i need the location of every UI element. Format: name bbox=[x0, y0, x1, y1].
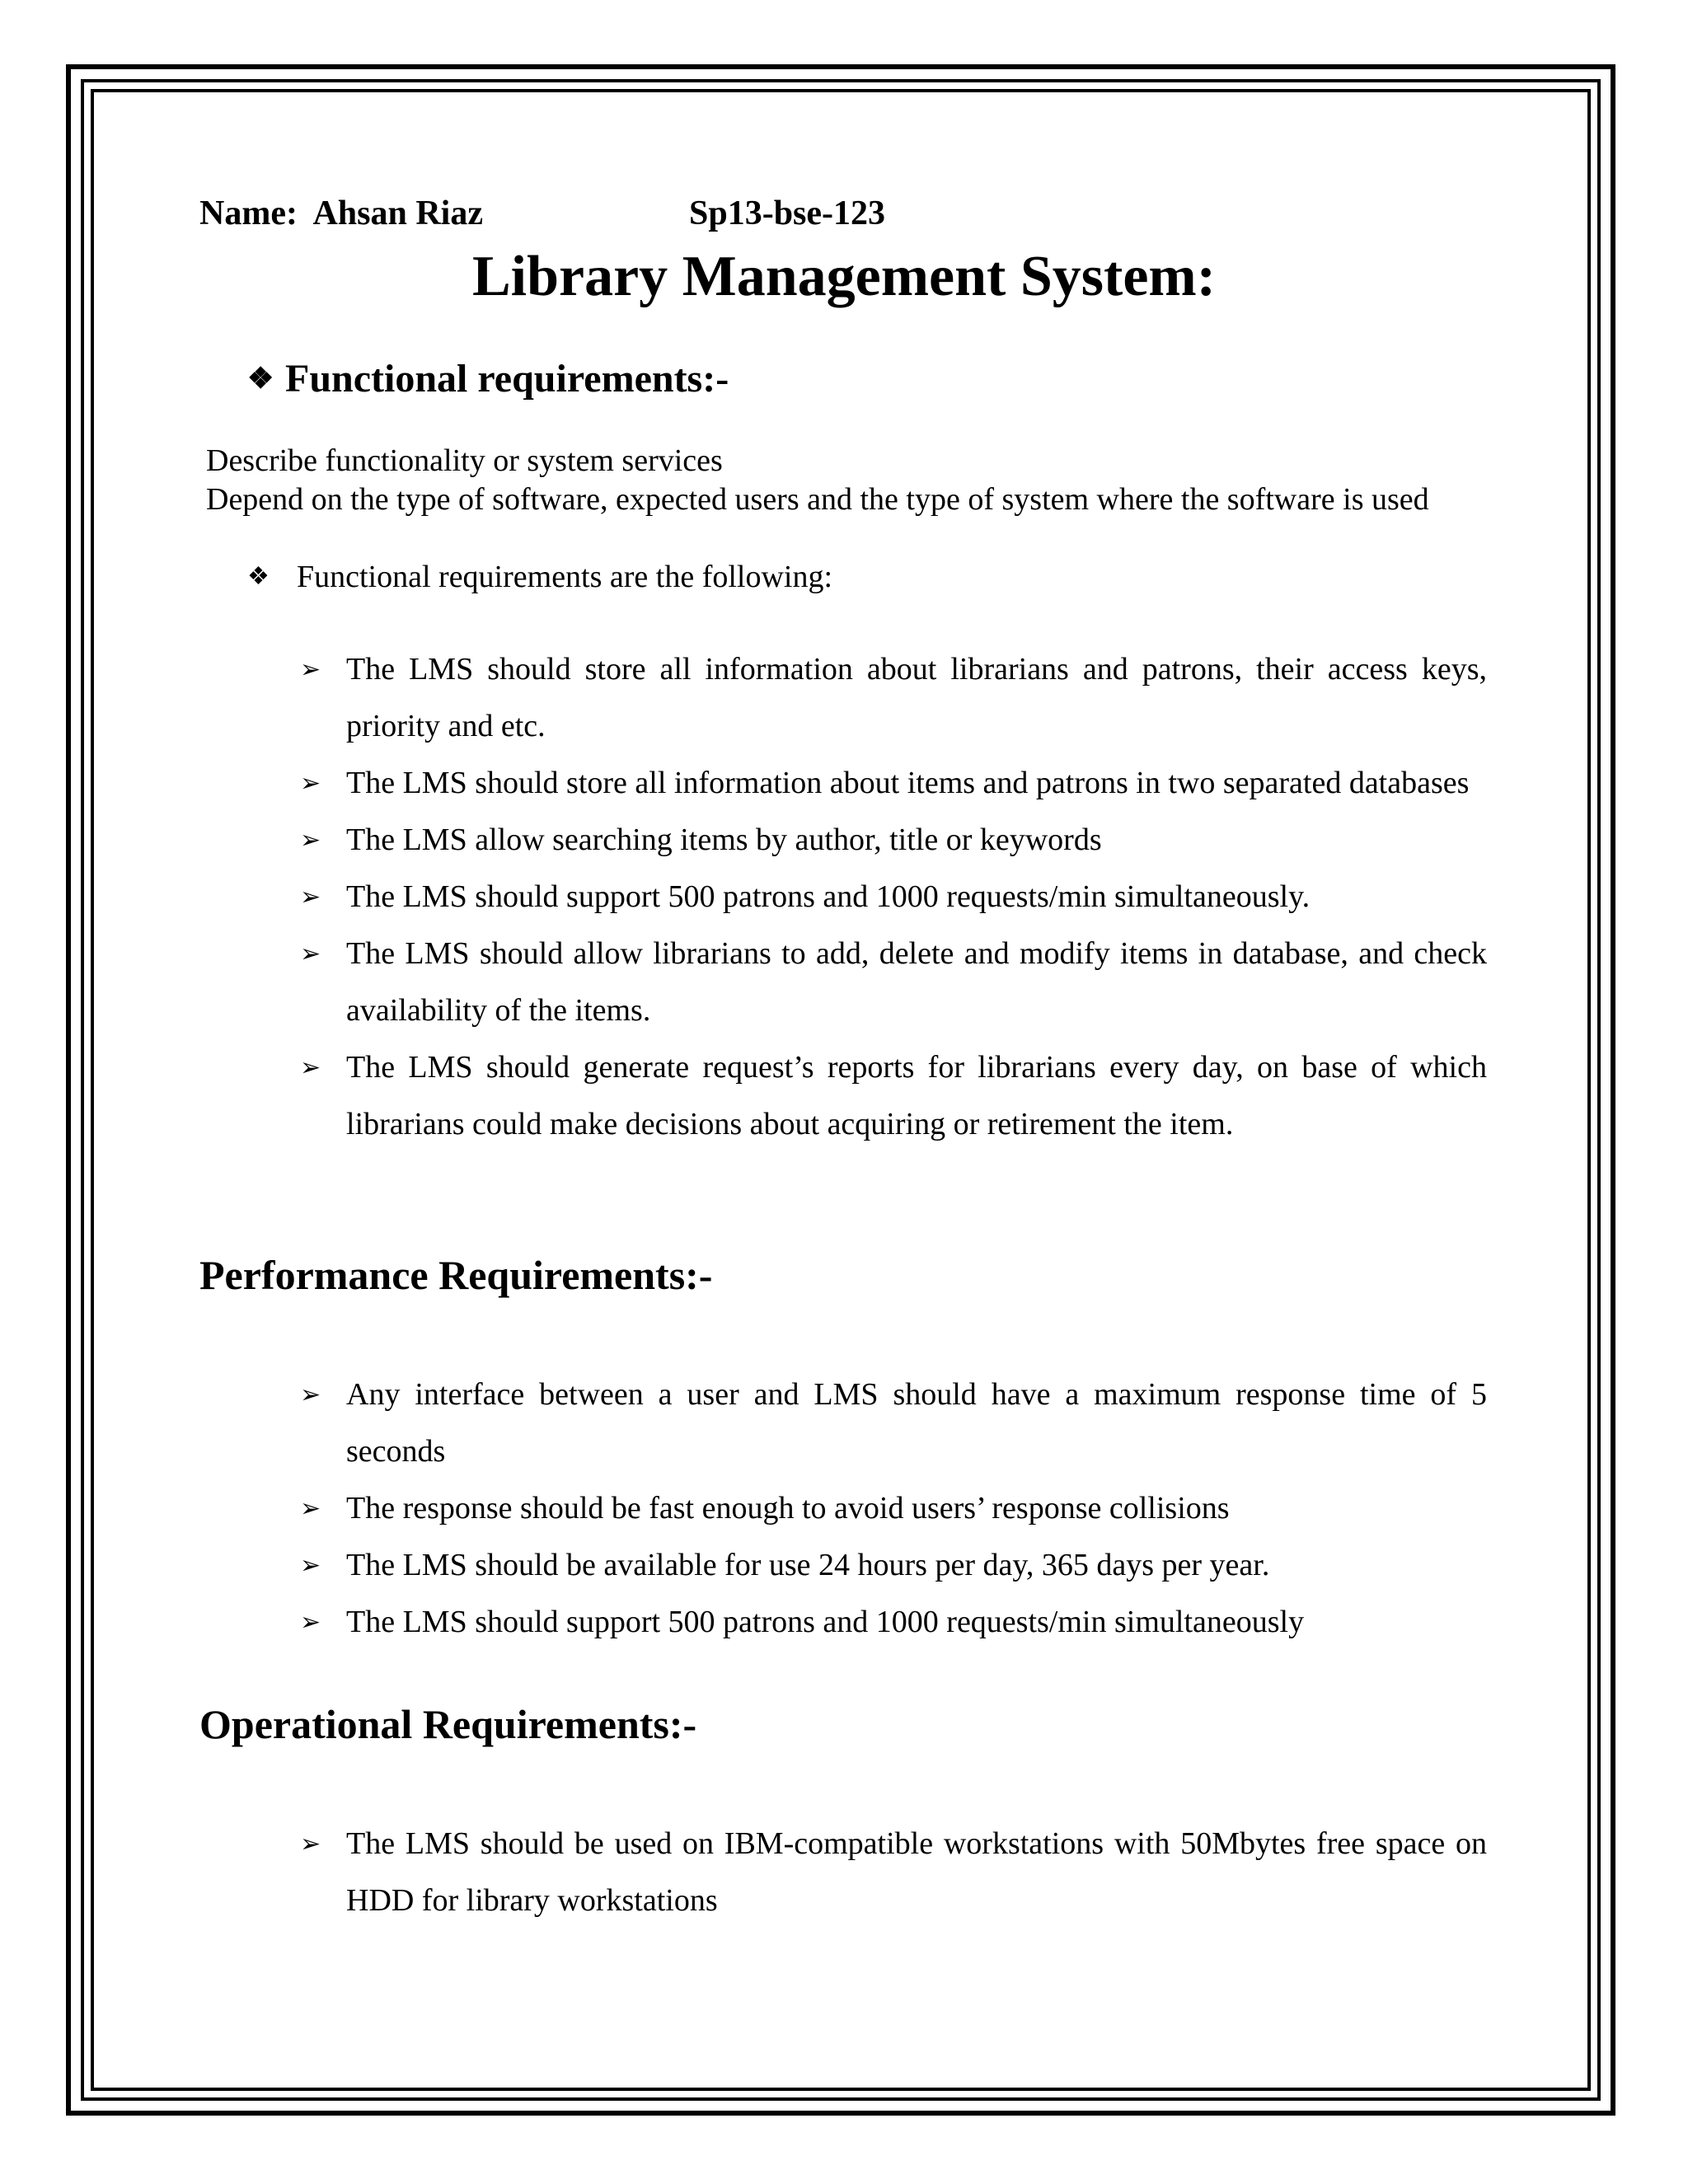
registration-number: Sp13-bse-123 bbox=[689, 194, 886, 232]
diamond-bullet-icon: ❖ bbox=[247, 362, 274, 395]
functional-requirements-list bbox=[300, 641, 1487, 1153]
arrowhead-bullet-icon: ➢ bbox=[300, 1552, 321, 1579]
functional-subheading bbox=[247, 559, 832, 595]
document-title: Library Management System: bbox=[471, 245, 1217, 308]
arrowhead-bullet-icon: ➢ bbox=[300, 1830, 321, 1858]
list-item: ➢ The LMS allow searching items by author, title or keywords bbox=[300, 812, 1487, 869]
functional-heading bbox=[247, 356, 729, 401]
list-item: ➢ The LMS should store all information about items and patrons in two separated databases bbox=[300, 755, 1487, 812]
list-item: ➢ The LMS should support 500 patrons and 1000 requests/min simultaneously. bbox=[300, 869, 1487, 926]
list-item: ➢ The LMS should generate request’s reports for librarians every day, on base of which librarians could make decisions about acquiring or retirement the item. bbox=[300, 1039, 1487, 1153]
functional-subheading-text: Functional requirements are the following: bbox=[297, 560, 833, 594]
performance-heading: Performance Requirements:- bbox=[199, 1252, 713, 1298]
list-item: ➢ The LMS should allow librarians to add, delete and modify items in database, and check availability of the items. bbox=[300, 926, 1487, 1039]
author-line bbox=[199, 194, 886, 233]
list-item: ➢ The response should be fast enough to avoid users’ response collisions bbox=[300, 1480, 1487, 1537]
functional-heading-text: Functional requirements:- bbox=[285, 357, 729, 401]
list-item: ➢ The LMS should be available for use 24 hours per day, 365 days per year. bbox=[300, 1537, 1487, 1594]
author-name: Ahsan Riaz bbox=[312, 194, 483, 232]
name-label: Name: bbox=[199, 194, 298, 232]
list-item: ➢ The LMS should be used on IBM-compatible workstations with 50Mbytes free space on HDD for library workstations bbox=[300, 1816, 1487, 1929]
arrowhead-bullet-icon: ➢ bbox=[300, 770, 321, 797]
arrowhead-bullet-icon: ➢ bbox=[300, 1054, 321, 1081]
arrowhead-bullet-icon: ➢ bbox=[300, 827, 321, 854]
performance-requirements-list bbox=[300, 1366, 1487, 1651]
list-item: ➢ Any interface between a user and LMS should have a maximum response time of 5 seconds bbox=[300, 1366, 1487, 1480]
list-item: ➢ The LMS should store all information about librarians and patrons, their access keys, priority and etc. bbox=[300, 641, 1487, 755]
arrowhead-bullet-icon: ➢ bbox=[300, 1495, 321, 1522]
arrowhead-bullet-icon: ➢ bbox=[300, 940, 321, 968]
intro-line-2: Depend on the type of software, expected users and the type of system where the software is used bbox=[206, 482, 1429, 517]
arrowhead-bullet-icon: ➢ bbox=[300, 656, 321, 683]
operational-heading: Operational Requirements:- bbox=[199, 1701, 697, 1747]
operational-requirements-list bbox=[300, 1816, 1487, 1929]
intro-line-1: Describe functionality or system services bbox=[206, 443, 723, 478]
arrowhead-bullet-icon: ➢ bbox=[300, 883, 321, 911]
arrowhead-bullet-icon: ➢ bbox=[300, 1381, 321, 1408]
list-item: ➢ The LMS should support 500 patrons and 1000 requests/min simultaneously bbox=[300, 1594, 1487, 1651]
diamond-bullet-icon: ❖ bbox=[247, 563, 270, 590]
arrowhead-bullet-icon: ➢ bbox=[300, 1609, 321, 1636]
